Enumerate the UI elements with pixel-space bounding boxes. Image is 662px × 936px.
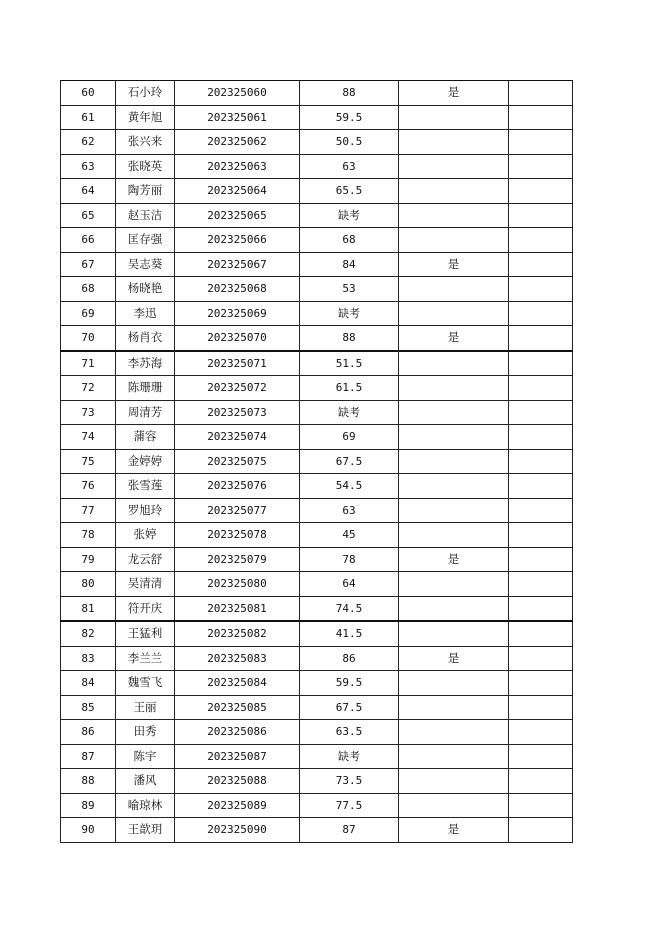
row-number-cell: 82 — [61, 621, 116, 646]
remark-cell — [509, 81, 573, 106]
pass-flag-cell: 是 — [399, 252, 509, 277]
pass-flag-cell — [399, 277, 509, 302]
student-id-cell: 202325069 — [175, 301, 300, 326]
pass-flag-cell — [399, 105, 509, 130]
student-name-cell: 吴志葵 — [116, 252, 175, 277]
score-cell: 67.5 — [300, 695, 399, 720]
student-name-cell: 张婷 — [116, 523, 175, 548]
student-id-cell: 202325070 — [175, 326, 300, 351]
score-cell: 缺考 — [300, 400, 399, 425]
student-name-cell: 王猛利 — [116, 621, 175, 646]
pass-flag-cell — [399, 621, 509, 646]
student-name-cell: 吴清清 — [116, 572, 175, 597]
row-number-cell: 70 — [61, 326, 116, 351]
remark-cell — [509, 400, 573, 425]
table-row — [61, 449, 573, 474]
student-id-cell: 202325067 — [175, 252, 300, 277]
row-number-cell: 73 — [61, 400, 116, 425]
student-id-cell: 202325071 — [175, 351, 300, 376]
score-cell: 73.5 — [300, 769, 399, 794]
student-id-cell: 202325075 — [175, 449, 300, 474]
table-row — [61, 572, 573, 597]
score-cell: 88 — [300, 81, 399, 106]
table-row — [61, 105, 573, 130]
pass-flag-cell — [399, 695, 509, 720]
score-cell: 59.5 — [300, 105, 399, 130]
score-cell: 74.5 — [300, 596, 399, 621]
score-table — [60, 80, 573, 843]
pass-flag-cell — [399, 720, 509, 745]
remark-cell — [509, 596, 573, 621]
row-number-cell: 66 — [61, 228, 116, 253]
student-id-cell: 202325065 — [175, 203, 300, 228]
student-name-cell: 金婷婷 — [116, 449, 175, 474]
remark-cell — [509, 326, 573, 351]
student-id-cell: 202325073 — [175, 400, 300, 425]
remark-cell — [509, 449, 573, 474]
score-cell: 63 — [300, 498, 399, 523]
pass-flag-cell — [399, 154, 509, 179]
score-cell: 84 — [300, 252, 399, 277]
table-row — [61, 326, 573, 351]
student-name-cell: 黄年旭 — [116, 105, 175, 130]
score-cell: 50.5 — [300, 130, 399, 155]
student-name-cell: 周清芳 — [116, 400, 175, 425]
row-number-cell: 68 — [61, 277, 116, 302]
pass-flag-cell: 是 — [399, 81, 509, 106]
score-cell: 45 — [300, 523, 399, 548]
score-cell: 69 — [300, 425, 399, 450]
student-name-cell: 张兴来 — [116, 130, 175, 155]
remark-cell — [509, 179, 573, 204]
student-name-cell: 李迅 — [116, 301, 175, 326]
student-id-cell: 202325061 — [175, 105, 300, 130]
pass-flag-cell — [399, 596, 509, 621]
remark-cell — [509, 351, 573, 376]
pass-flag-cell — [399, 572, 509, 597]
student-name-cell: 田秀 — [116, 720, 175, 745]
student-id-cell: 202325068 — [175, 277, 300, 302]
pass-flag-cell — [399, 376, 509, 401]
remark-cell — [509, 203, 573, 228]
row-number-cell: 75 — [61, 449, 116, 474]
table-row — [61, 720, 573, 745]
remark-cell — [509, 720, 573, 745]
table-row — [61, 277, 573, 302]
student-id-cell: 202325081 — [175, 596, 300, 621]
remark-cell — [509, 252, 573, 277]
score-cell: 59.5 — [300, 671, 399, 696]
pass-flag-cell — [399, 203, 509, 228]
remark-cell — [509, 105, 573, 130]
pass-flag-cell — [399, 744, 509, 769]
row-number-cell: 85 — [61, 695, 116, 720]
row-number-cell: 65 — [61, 203, 116, 228]
student-id-cell: 202325074 — [175, 425, 300, 450]
row-number-cell: 86 — [61, 720, 116, 745]
remark-cell — [509, 769, 573, 794]
student-name-cell: 赵玉洁 — [116, 203, 175, 228]
row-number-cell: 72 — [61, 376, 116, 401]
student-id-cell: 202325083 — [175, 646, 300, 671]
student-name-cell: 李兰兰 — [116, 646, 175, 671]
student-id-cell: 202325085 — [175, 695, 300, 720]
row-number-cell: 88 — [61, 769, 116, 794]
student-id-cell: 202325079 — [175, 547, 300, 572]
student-id-cell: 202325066 — [175, 228, 300, 253]
student-id-cell: 202325078 — [175, 523, 300, 548]
student-name-cell: 陈宇 — [116, 744, 175, 769]
score-cell: 53 — [300, 277, 399, 302]
pass-flag-cell — [399, 671, 509, 696]
student-id-cell: 202325062 — [175, 130, 300, 155]
remark-cell — [509, 793, 573, 818]
row-number-cell: 63 — [61, 154, 116, 179]
pass-flag-cell: 是 — [399, 646, 509, 671]
table-row — [61, 695, 573, 720]
score-cell: 63.5 — [300, 720, 399, 745]
student-id-cell: 202325088 — [175, 769, 300, 794]
pass-flag-cell — [399, 449, 509, 474]
row-number-cell: 84 — [61, 671, 116, 696]
remark-cell — [509, 474, 573, 499]
row-number-cell: 60 — [61, 81, 116, 106]
score-cell: 54.5 — [300, 474, 399, 499]
student-id-cell: 202325086 — [175, 720, 300, 745]
remark-cell — [509, 228, 573, 253]
table-row — [61, 228, 573, 253]
student-name-cell: 喻琼林 — [116, 793, 175, 818]
student-id-cell: 202325060 — [175, 81, 300, 106]
pass-flag-cell: 是 — [399, 547, 509, 572]
remark-cell — [509, 301, 573, 326]
student-id-cell: 202325082 — [175, 621, 300, 646]
score-cell: 88 — [300, 326, 399, 351]
remark-cell — [509, 277, 573, 302]
pass-flag-cell: 是 — [399, 326, 509, 351]
row-number-cell: 81 — [61, 596, 116, 621]
remark-cell — [509, 498, 573, 523]
row-number-cell: 87 — [61, 744, 116, 769]
table-row — [61, 671, 573, 696]
student-name-cell: 陈珊珊 — [116, 376, 175, 401]
score-cell: 61.5 — [300, 376, 399, 401]
table-row — [61, 81, 573, 106]
table-row — [61, 547, 573, 572]
score-table-body — [61, 81, 573, 843]
row-number-cell: 80 — [61, 572, 116, 597]
remark-cell — [509, 818, 573, 843]
table-row — [61, 376, 573, 401]
row-number-cell: 77 — [61, 498, 116, 523]
score-cell: 缺考 — [300, 744, 399, 769]
score-cell: 65.5 — [300, 179, 399, 204]
table-row — [61, 154, 573, 179]
student-id-cell: 202325064 — [175, 179, 300, 204]
pass-flag-cell — [399, 769, 509, 794]
table-row — [61, 523, 573, 548]
remark-cell — [509, 621, 573, 646]
student-name-cell: 潘风 — [116, 769, 175, 794]
table-row — [61, 179, 573, 204]
student-name-cell: 符开庆 — [116, 596, 175, 621]
row-number-cell: 64 — [61, 179, 116, 204]
student-id-cell: 202325084 — [175, 671, 300, 696]
remark-cell — [509, 425, 573, 450]
student-name-cell: 王歆玥 — [116, 818, 175, 843]
pass-flag-cell — [399, 400, 509, 425]
student-name-cell: 张雪莲 — [116, 474, 175, 499]
table-row — [61, 252, 573, 277]
student-name-cell: 王丽 — [116, 695, 175, 720]
student-name-cell: 罗旭玲 — [116, 498, 175, 523]
score-cell: 68 — [300, 228, 399, 253]
pass-flag-cell — [399, 228, 509, 253]
student-id-cell: 202325090 — [175, 818, 300, 843]
remark-cell — [509, 695, 573, 720]
row-number-cell: 69 — [61, 301, 116, 326]
table-row — [61, 818, 573, 843]
student-name-cell: 杨肖衣 — [116, 326, 175, 351]
row-number-cell: 78 — [61, 523, 116, 548]
pass-flag-cell — [399, 130, 509, 155]
score-cell: 51.5 — [300, 351, 399, 376]
table-row — [61, 744, 573, 769]
score-cell: 67.5 — [300, 449, 399, 474]
score-cell: 86 — [300, 646, 399, 671]
pass-flag-cell — [399, 351, 509, 376]
score-cell: 87 — [300, 818, 399, 843]
student-id-cell: 202325072 — [175, 376, 300, 401]
row-number-cell: 74 — [61, 425, 116, 450]
table-row — [61, 400, 573, 425]
table-row — [61, 769, 573, 794]
student-name-cell: 龙云舒 — [116, 547, 175, 572]
remark-cell — [509, 671, 573, 696]
score-cell: 63 — [300, 154, 399, 179]
remark-cell — [509, 572, 573, 597]
remark-cell — [509, 523, 573, 548]
student-name-cell: 陶芳丽 — [116, 179, 175, 204]
remark-cell — [509, 376, 573, 401]
student-name-cell: 魏雪飞 — [116, 671, 175, 696]
row-number-cell: 90 — [61, 818, 116, 843]
student-id-cell: 202325087 — [175, 744, 300, 769]
student-name-cell: 匡存强 — [116, 228, 175, 253]
table-row — [61, 425, 573, 450]
pass-flag-cell — [399, 498, 509, 523]
row-number-cell: 79 — [61, 547, 116, 572]
row-number-cell: 89 — [61, 793, 116, 818]
score-cell: 41.5 — [300, 621, 399, 646]
student-id-cell: 202325063 — [175, 154, 300, 179]
student-id-cell: 202325089 — [175, 793, 300, 818]
student-id-cell: 202325077 — [175, 498, 300, 523]
pass-flag-cell — [399, 474, 509, 499]
pass-flag-cell — [399, 425, 509, 450]
score-cell: 缺考 — [300, 301, 399, 326]
pass-flag-cell — [399, 523, 509, 548]
table-row — [61, 498, 573, 523]
table-row — [61, 621, 573, 646]
row-number-cell: 62 — [61, 130, 116, 155]
student-name-cell: 石小玲 — [116, 81, 175, 106]
row-number-cell: 67 — [61, 252, 116, 277]
student-id-cell: 202325076 — [175, 474, 300, 499]
row-number-cell: 61 — [61, 105, 116, 130]
student-name-cell: 蒲容 — [116, 425, 175, 450]
remark-cell — [509, 154, 573, 179]
row-number-cell: 71 — [61, 351, 116, 376]
score-cell: 缺考 — [300, 203, 399, 228]
pass-flag-cell: 是 — [399, 818, 509, 843]
table-row — [61, 301, 573, 326]
remark-cell — [509, 646, 573, 671]
table-row — [61, 130, 573, 155]
student-name-cell: 张晓英 — [116, 154, 175, 179]
remark-cell — [509, 130, 573, 155]
table-row — [61, 203, 573, 228]
table-row — [61, 596, 573, 621]
pass-flag-cell — [399, 301, 509, 326]
remark-cell — [509, 744, 573, 769]
pass-flag-cell — [399, 179, 509, 204]
student-name-cell: 李苏海 — [116, 351, 175, 376]
pass-flag-cell — [399, 793, 509, 818]
student-id-cell: 202325080 — [175, 572, 300, 597]
table-row — [61, 646, 573, 671]
row-number-cell: 76 — [61, 474, 116, 499]
score-cell: 64 — [300, 572, 399, 597]
score-cell: 77.5 — [300, 793, 399, 818]
table-row — [61, 474, 573, 499]
student-name-cell: 杨晓艳 — [116, 277, 175, 302]
row-number-cell: 83 — [61, 646, 116, 671]
table-row — [61, 793, 573, 818]
score-cell: 78 — [300, 547, 399, 572]
remark-cell — [509, 547, 573, 572]
table-row — [61, 351, 573, 376]
